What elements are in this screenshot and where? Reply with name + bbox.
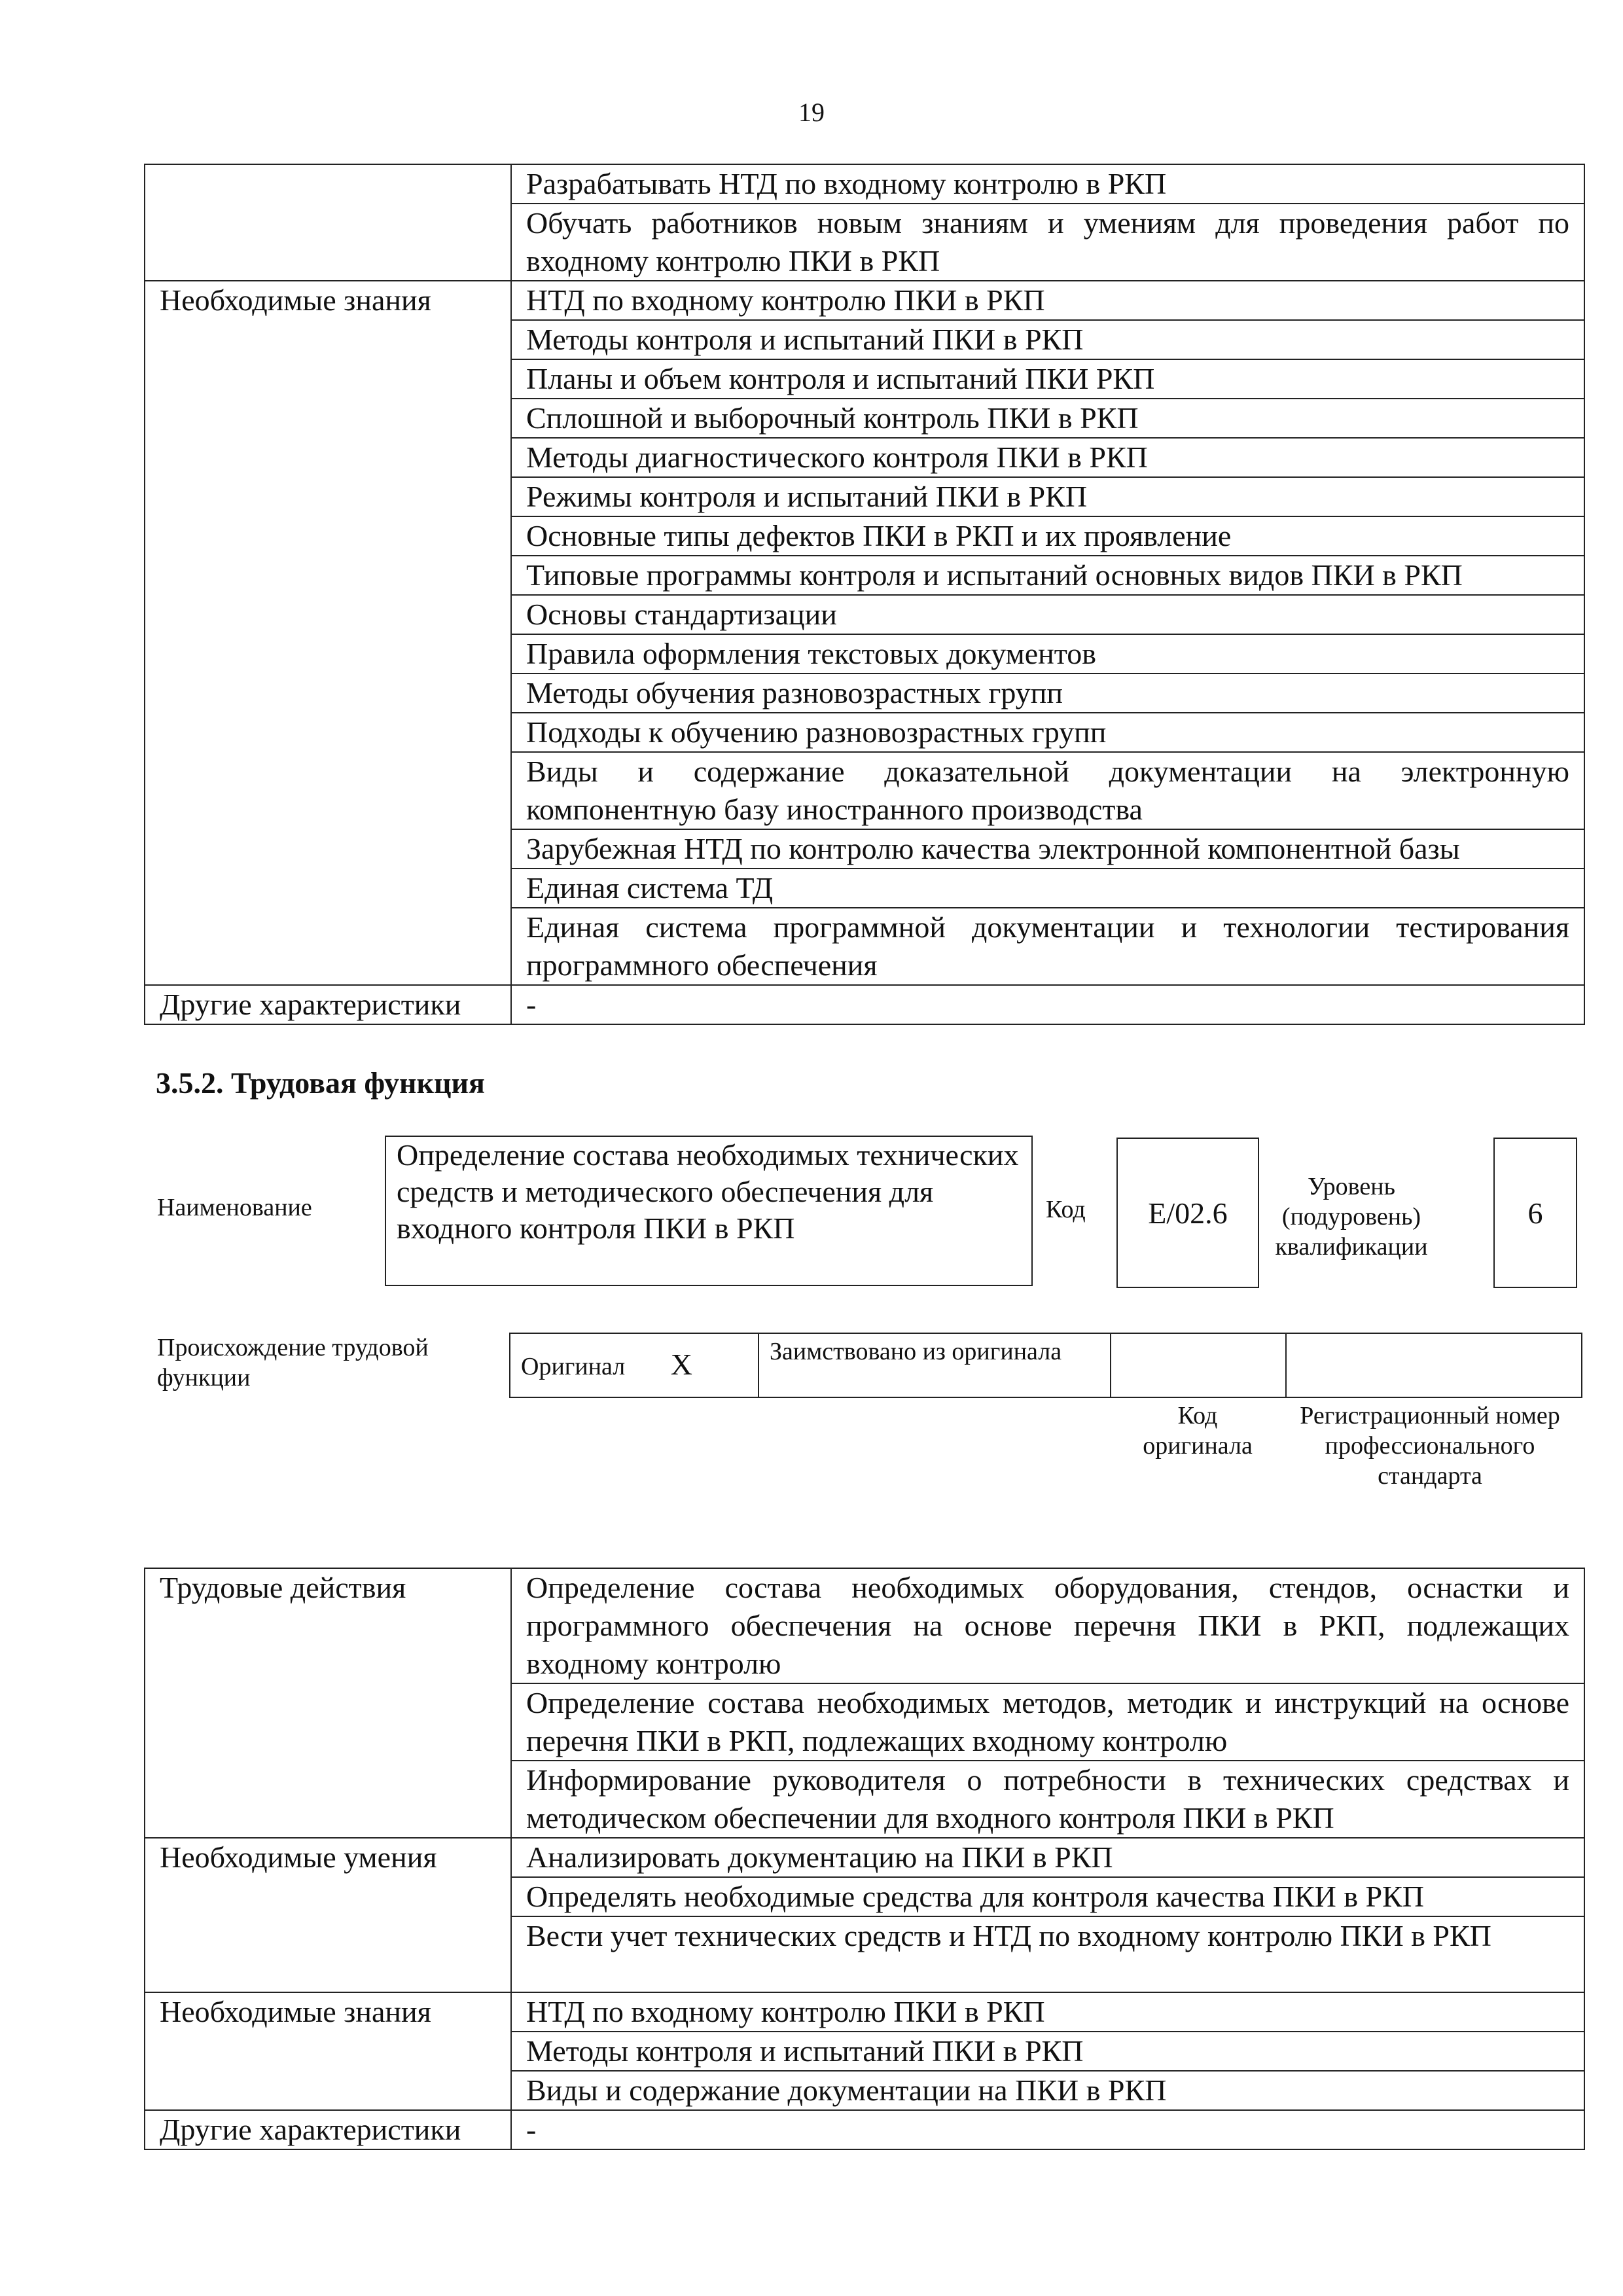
name-value-box (385, 1136, 1033, 1286)
table-knowledge-continued (144, 164, 1585, 1025)
table-row: Основные типы дефектов ПКИ в РКП и их проявление (511, 516, 1584, 556)
table-row: Обучать работников новым знаниям и умениям для проведения работ по входному контролю ПКИ в РКП (511, 204, 1584, 281)
code-label: Код (1046, 1196, 1086, 1223)
level-value-box (1493, 1138, 1577, 1288)
table-row: Сплошной и выборочный контроль ПКИ в РКП (511, 399, 1584, 438)
table-row: Методы контроля и испытаний ПКИ в РКП (511, 2032, 1584, 2071)
table-row: Определять необходимые средства для контроля качества ПКИ в РКП (511, 1877, 1584, 1916)
table-row: Анализировать документацию на ПКИ в РКП (511, 1838, 1584, 1877)
table-row: НТД по входному контролю ПКИ в РКП (511, 1992, 1584, 2032)
actions-label: Трудовые действия (145, 1568, 511, 1838)
level-value: 6 (1527, 1196, 1543, 1230)
table-row: Виды и содержание документации на ПКИ в РКП (511, 2071, 1584, 2110)
table-row: Планы и объем контроля и испытаний ПКИ РКП (511, 359, 1584, 399)
table1-empty-label-cell (145, 164, 511, 281)
other-characteristics-label: Другие характеристики (145, 985, 511, 1024)
skills-label: Необходимые умения (145, 1838, 511, 1992)
code-value: E/02.6 (1148, 1196, 1228, 1230)
page-number: 19 (798, 98, 825, 127)
table-row: Зарубежная НТД по контролю качества электронной компонентной базы (511, 829, 1584, 869)
table-row: Информирование руководителя о потребности в технических средствах и методическом обеспечении для входного контроля ПКИ в РКП (511, 1761, 1584, 1838)
reg-number-caption: Регистрационный номер профессионального стандарта (1300, 1402, 1560, 1490)
origin-table (509, 1333, 1582, 1398)
table-row: Разрабатывать НТД по входному контролю в РКП (511, 164, 1584, 204)
original-mark: X (670, 1347, 692, 1381)
borrowed-label: Заимствовано из оригинала (758, 1333, 1111, 1397)
table-row: Методы контроля и испытаний ПКИ в РКП (511, 320, 1584, 359)
code-original-cell (1111, 1333, 1286, 1397)
section-heading: 3.5.2. Трудовая функция (156, 1066, 485, 1100)
level-label: Уровень (подуровень) квалификации (1275, 1173, 1428, 1261)
table-row: Основы стандартизации (511, 595, 1584, 634)
table-function-details (144, 1568, 1585, 2150)
code-value-box (1116, 1138, 1259, 1288)
reg-number-cell (1286, 1333, 1582, 1397)
name-value: Определение состава необходимых технических средств и методического обеспечения для входного контроля ПКИ в РКП (397, 1138, 1019, 1245)
table-row: Режимы контроля и испытаний ПКИ в РКП (511, 477, 1584, 516)
origin-original-cell (510, 1333, 758, 1397)
table-row: Типовые программы контроля и испытаний основных видов ПКИ в РКП (511, 556, 1584, 595)
table-row: Подходы к обучению разновозрастных групп (511, 713, 1584, 752)
origin-label: Происхождение трудовой функции (157, 1334, 429, 1391)
table-row: Методы обучения разновозрастных групп (511, 673, 1584, 713)
code-original-caption: Код оригинала (1143, 1402, 1253, 1460)
table-row: Вести учет технических средств и НТД по входному контролю ПКИ в РКП (511, 1916, 1584, 1992)
table-row: Методы диагностического контроля ПКИ в РКП (511, 438, 1584, 477)
knowledge-label: Необходимые знания (145, 281, 511, 985)
table-row: Правила оформления текстовых документов (511, 634, 1584, 673)
other-characteristics-value: - (511, 985, 1584, 1024)
table-row: Определение состава необходимых оборудования, стендов, оснастки и программного обеспечения на основе перечня ПКИ в РКП, подлежащих входному контролю (511, 1568, 1584, 1683)
other-characteristics-value: - (511, 2110, 1584, 2149)
table-row: Единая система программной документации и технологии тестирования программного обеспечения (511, 908, 1584, 985)
table-row: НТД по входному контролю ПКИ в РКП (511, 281, 1584, 320)
table-row: Определение состава необходимых методов, методик и инструкций на основе перечня ПКИ в РКП, подлежащих входному контролю (511, 1683, 1584, 1761)
knowledge-label: Необходимые знания (145, 1992, 511, 2110)
name-label: Наименование (157, 1194, 312, 1221)
table-row: Виды и содержание доказательной документации на электронную компонентную базу иностранного производства (511, 752, 1584, 829)
other-characteristics-label: Другие характеристики (145, 2110, 511, 2149)
original-label: Оригинал (521, 1352, 626, 1380)
table-row: Единая система ТД (511, 869, 1584, 908)
